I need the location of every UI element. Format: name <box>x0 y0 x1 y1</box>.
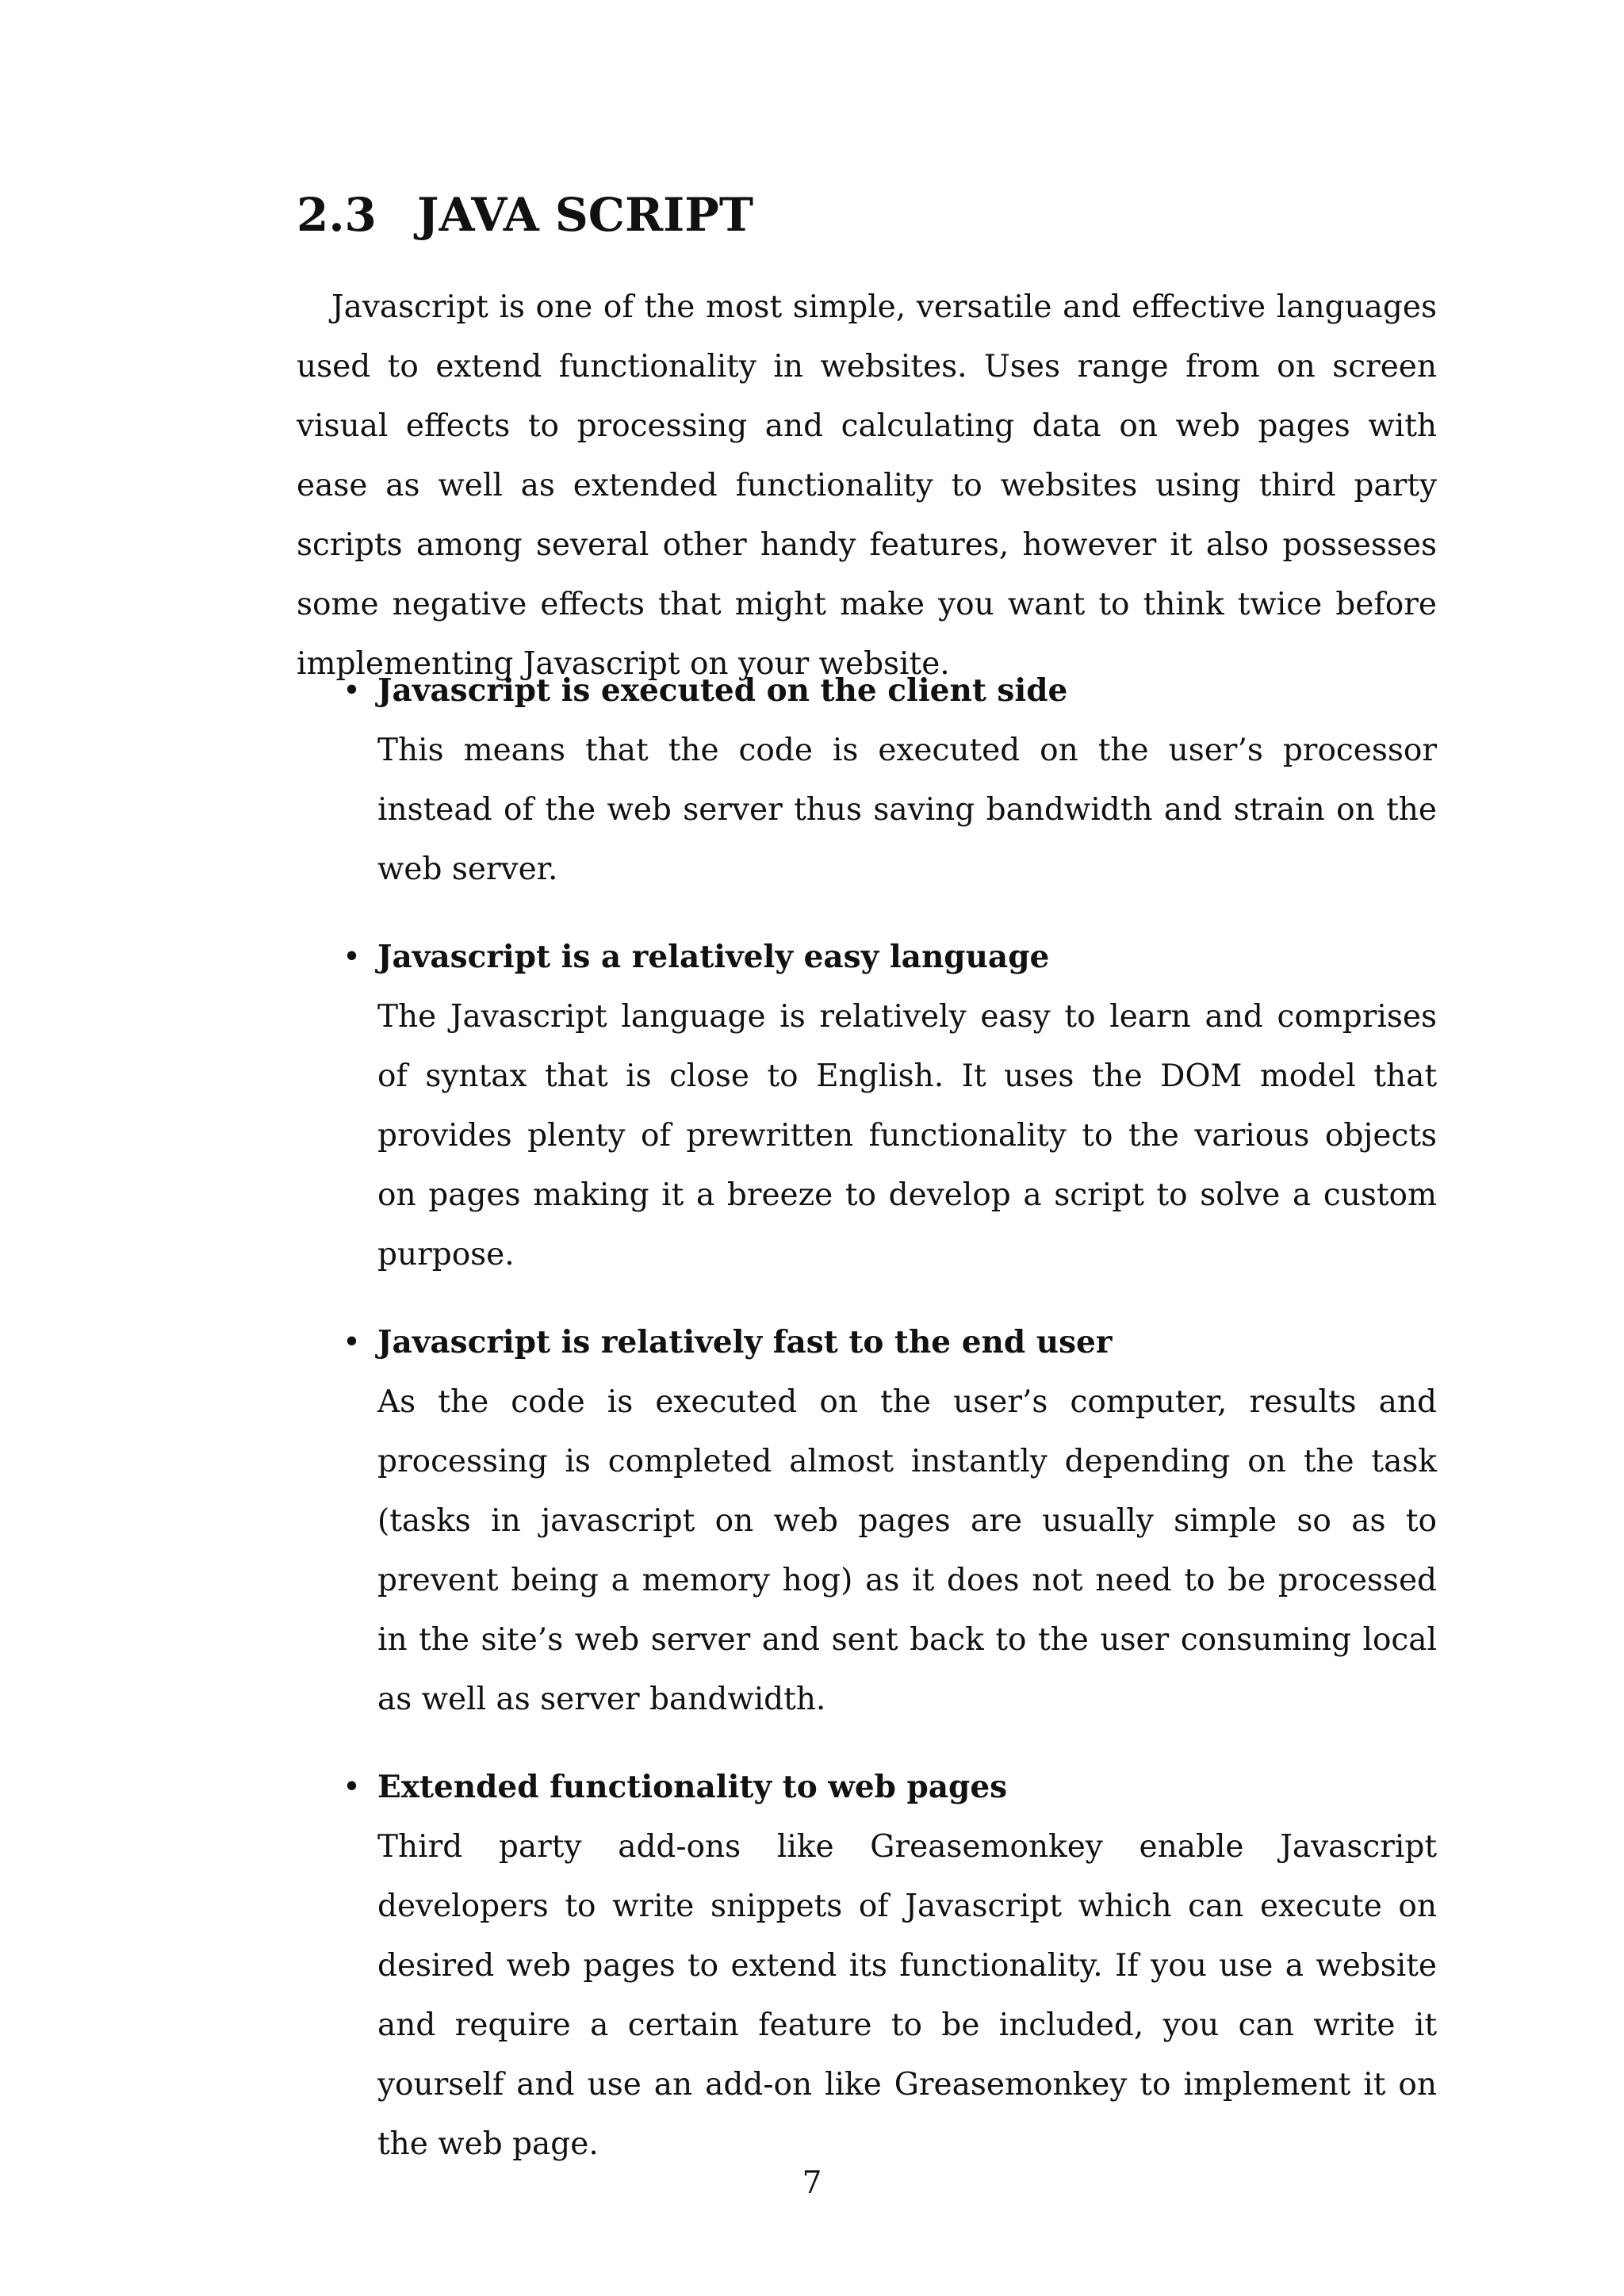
section-number: 2.3 <box>297 188 377 242</box>
list-item-body: The Javascript language is relatively easy to learn and comprises of syntax that is close to English. It uses the DOM model that provides plenty of prewritten functionality to the various objects on pages making it a breeze to develop a script to solve a custom purpose. <box>377 999 1437 1272</box>
list-item-title: Extended functionality to web pages <box>377 1769 1008 1805</box>
section-heading <box>297 179 753 251</box>
page-number: 7 <box>802 2165 822 2201</box>
bullet-icon: • <box>343 1770 362 1805</box>
bullet-icon: • <box>343 673 362 709</box>
list-item <box>297 928 1437 1284</box>
list-item-body: This means that the code is executed on the user’s processor instead of the web server thus saving bandwidth and strain on the web server. <box>377 733 1437 887</box>
list-item <box>297 1758 1437 2174</box>
list-item-body: Third party add-ons like Greasemonkey enable Javascript developers to write snippets of Javascript which can execute on desired web pages to extend its functionality. If you use a website and require a certain feature to be included, you can write it yourself and use an add-on like Greasemonkey to implement it on the web page. <box>377 1829 1437 2162</box>
bullet-icon: • <box>343 939 362 975</box>
feature-list <box>297 661 1437 2202</box>
list-item-body: As the code is executed on the user’s computer, results and processing is completed almost instantly depending on the task (tasks in javascript on web pages are usually simple so as to prevent being a memory hog) as it does not need to be processed in the site’s web server and sent back to the user consuming local as well as server bandwidth. <box>377 1384 1437 1717</box>
list-item-title: Javascript is executed on the client side <box>377 672 1068 709</box>
list-item-title: Javascript is a relatively easy language <box>377 939 1050 975</box>
list-item-title: Javascript is relatively fast to the end user <box>377 1324 1113 1360</box>
bullet-icon: • <box>343 1325 362 1360</box>
intro-paragraph: Javascript is one of the most simple, versatile and effective languages used to extend functionality in websites. Uses range from on screen visual effects to processing and calculating data on web pages with ease as well as extended functionality to websites using third party scripts among several other handy features, however it also possesses some negative effects that might make you want to think twice before implementing Javascript on your website. <box>297 289 1437 682</box>
section-title: JAVA SCRIPT <box>417 188 754 242</box>
list-item <box>297 1313 1437 1729</box>
list-item <box>297 661 1437 899</box>
